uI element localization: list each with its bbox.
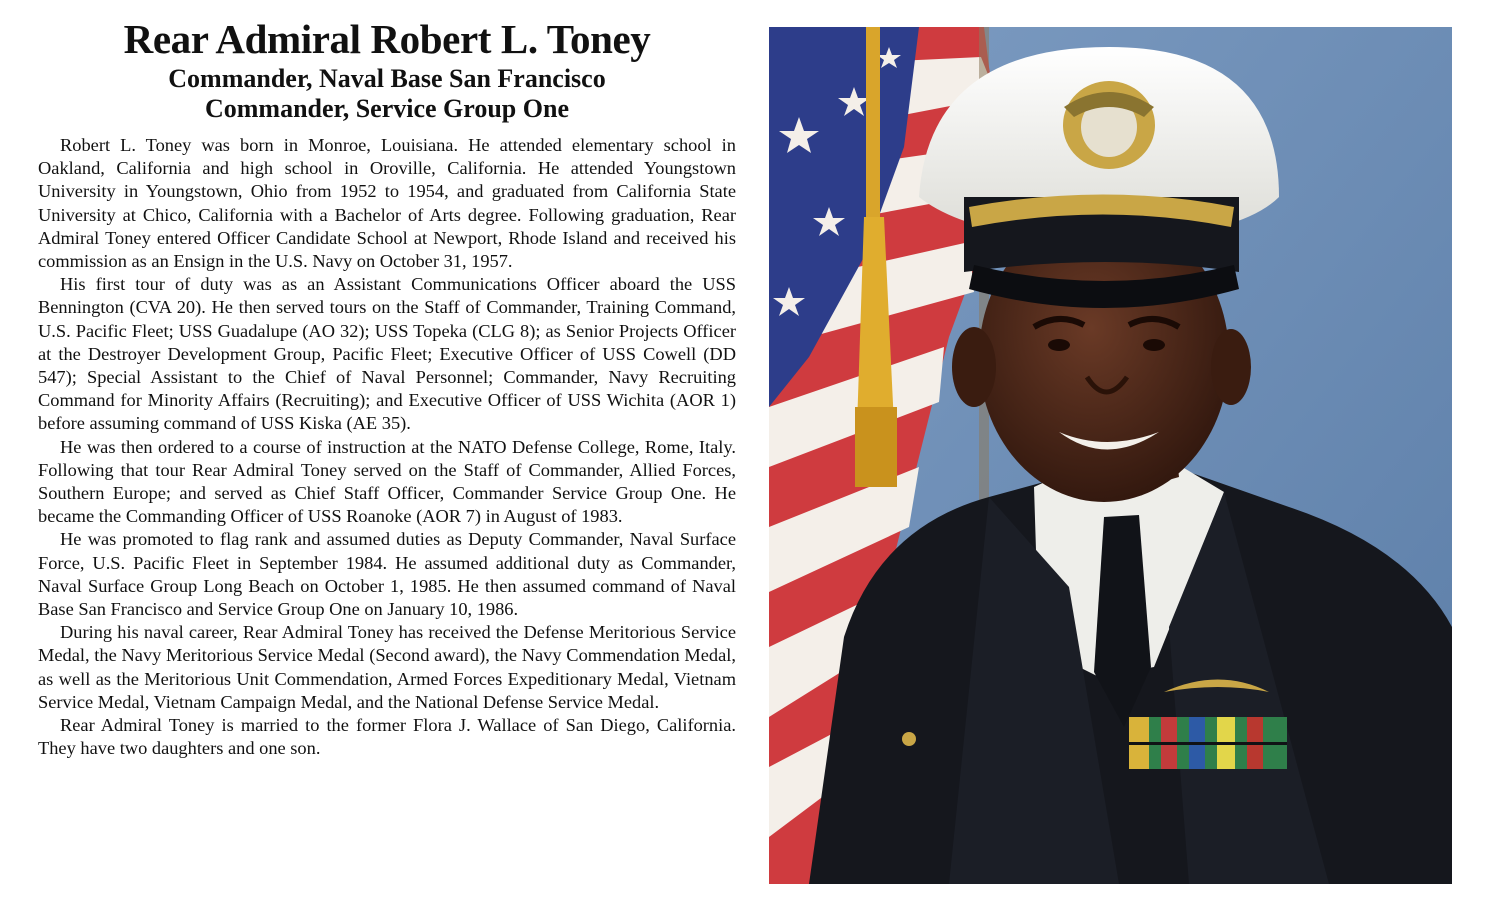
biography-body bbox=[38, 134, 736, 760]
paragraph-nato: He was then ordered to a course of instruction at the NATO Defense College, Rome, Italy. Following that tour Rear Admiral Toney served on the Staff of Commander, Allied Forces, Southern Europe; and served as Chief Staff Officer, Commander Service Group One. He became the Commanding Officer of USS Roanoke (AOR 7) in August of 1983. bbox=[38, 436, 736, 527]
paragraph-flag-rank: He was promoted to flag rank and assumed duties as Deputy Commander, Naval Surface Force, U.S. Pacific Fleet in September 1984. He assumed additional duty as Commander, Naval Surface Group Long Beach on October 1, 1985. He then assumed command of Naval Base San Francisco and Service Group One on January 10, 1986. bbox=[38, 529, 736, 620]
paragraph-awards: During his naval career, Rear Admiral Toney has received the Defense Meritorious Service Medal, the Navy Meritorious Service Medal (Second award), the Navy Commendation Medal, as well as the Meritorious Unit Commendation, Armed Forces Expeditionary Medal, Vietnam Service Medal, Vietnam Campaign Medal, and the National Defense Service Medal. bbox=[38, 622, 736, 712]
paragraph-early-life: Robert L. Toney was born in Monroe, Louisiana. He attended elementary school in Oakland, California and high school in Oroville, California. He attended Youngstown University in Youngstown, Ohio from 1952 to 1954, and graduated from California State University at Chico, California with a Bachelor of Arts degree. Following graduation, Rear Admiral Toney entered Officer Candidate School at Newport, Rhode Island and received his commission as an Ensign in the U.S. Navy on October 31, 1957. bbox=[38, 135, 736, 272]
official-portrait-icon bbox=[769, 27, 1452, 884]
subtitle-line-1: Commander, Naval Base San Francisco bbox=[168, 64, 606, 93]
subtitle-line-2: Commander, Service Group One bbox=[205, 94, 569, 123]
header bbox=[38, 14, 736, 124]
jacket-button bbox=[902, 732, 916, 746]
service-ribbons bbox=[1129, 717, 1287, 769]
portrait-photo bbox=[769, 27, 1452, 884]
paragraph-tours-of-duty: His first tour of duty was as an Assistant Communications Officer aboard the USS Bennington (CVA 20). He then served tours on the Staff of Commander, Training Command, U.S. Pacific Fleet; USS Guadalupe (AO 32); USS Topeka (CLG 8); as Senior Projects Officer at the Destroyer Development Group, Pacific Fleet; Executive Officer of USS Cowell (DD 547); Special Assistant to the Chief of Naval Personnel; Commander, Navy Recruiting Command for Minority Affairs (Recruiting); and Executive Officer of USS Wichita (AOR 1) before assuming command of USS Kiska (AE 35). bbox=[38, 274, 736, 434]
paragraph-family: Rear Admiral Toney is married to the former Flora J. Wallace of San Diego, California. They have two daughters and one son. bbox=[38, 715, 736, 759]
biography-text-column bbox=[38, 14, 736, 760]
page-title: Rear Admiral Robert L. Toney bbox=[123, 16, 651, 62]
